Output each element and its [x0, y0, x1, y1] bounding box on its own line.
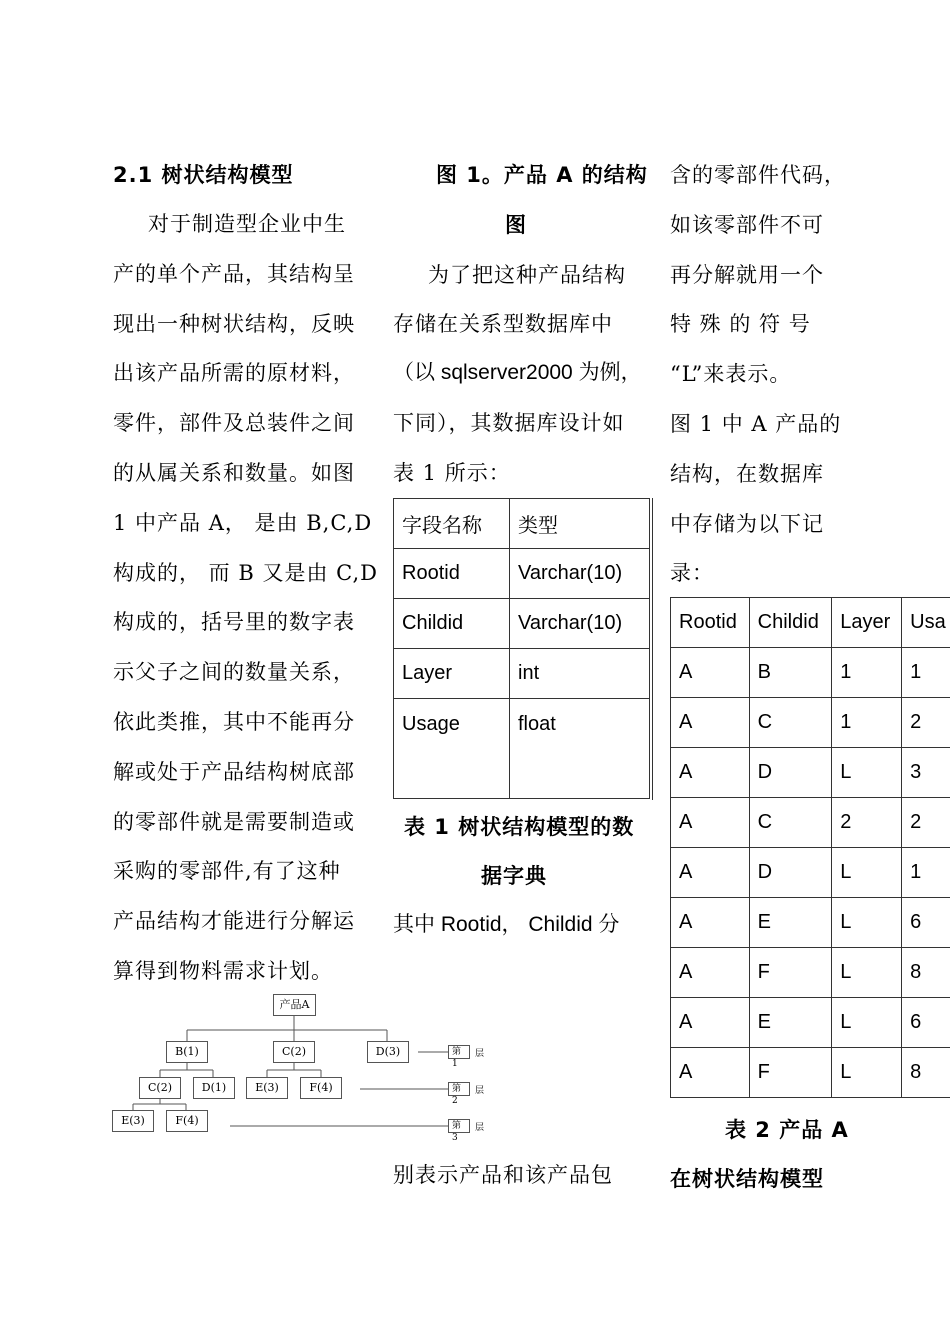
layer-3-suffix: 层: [475, 1123, 485, 1133]
table-cell: F: [749, 1048, 832, 1098]
table-cell: D: [749, 848, 832, 898]
table2-caption: 表 2 产品 A: [725, 1118, 849, 1142]
col1-line: 对于制造型企业中生: [148, 212, 346, 236]
section-heading: 2.1 树状结构模型: [113, 163, 294, 187]
table-cell: A: [671, 798, 750, 848]
table-cell: A: [671, 998, 750, 1048]
table-cell: L: [832, 948, 902, 998]
layer-2-suffix: 层: [475, 1086, 485, 1096]
table-row: [671, 898, 950, 948]
diagram-node-c2: C(2): [273, 1041, 315, 1063]
col1-line: 解或处于产品结构树底部: [113, 759, 355, 784]
table-cell: Layer: [394, 649, 510, 699]
table2-caption-cont: 在树状结构模型: [670, 1167, 824, 1191]
table-cell: Varchar(10): [510, 549, 650, 599]
diagram-node-f4-sub: F(4): [300, 1077, 342, 1099]
layer-1-suffix: 层: [475, 1049, 485, 1059]
table-cell: 6: [902, 998, 950, 1048]
col3-line: 结构，在数据库: [670, 461, 824, 486]
table-cell: 类型: [510, 499, 650, 549]
col3-line: 再分解就用一个: [670, 262, 824, 287]
col3-line: 图 1 中 A 产品的: [670, 412, 842, 436]
col1-line: 产的单个产品，其结构呈: [113, 261, 355, 286]
layer-1-box: 第 1: [448, 1045, 470, 1059]
table-row: [671, 998, 950, 1048]
table-cell: 1: [832, 648, 902, 698]
table-row: [394, 649, 650, 699]
table-cell: float: [510, 699, 650, 799]
table-cell: Usa: [902, 598, 950, 648]
col1-line: 出该产品所需的原材料，: [113, 361, 355, 386]
table-cell: Rootid: [394, 549, 510, 599]
table-cell: A: [671, 648, 750, 698]
col1-line: 构成的， 而 B 又是由 C,D: [113, 560, 378, 585]
diagram-node-e3-sub: E(3): [246, 1077, 288, 1099]
col1-line: 的从属关系和数量。如图: [113, 461, 355, 485]
table-cell: 8: [902, 1048, 950, 1098]
col3-line: 如该零部件不可: [670, 212, 824, 237]
table-cell: Layer: [832, 598, 902, 648]
diagram-node-d3: D(3): [367, 1041, 409, 1063]
table-cell: int: [510, 649, 650, 699]
table-cell: C: [749, 798, 832, 848]
table-cell: L: [832, 748, 902, 798]
col3-line: “L”来表示。: [670, 362, 792, 387]
table-cell: A: [671, 848, 750, 898]
table-cell: Childid: [749, 598, 832, 648]
col2-after-line2: 别表示产品和该产品包: [393, 1163, 613, 1187]
table-cell: A: [671, 748, 750, 798]
col1-line: 构成的，括号里的数字表: [113, 610, 355, 635]
table-cell: 6: [902, 898, 950, 948]
table1-caption: 表 1 树状结构模型的数: [404, 815, 635, 839]
table-cell: 2: [902, 698, 950, 748]
col2-para-line4: 下同），其数据库设计如: [393, 411, 625, 435]
col1-line: 依此类推，其中不能再分: [113, 710, 355, 734]
table-cell: 1: [832, 698, 902, 748]
table-cell: A: [671, 898, 750, 948]
table1-edge-rule: [652, 498, 653, 800]
col1-line: 采购的零部件,有了这种: [113, 859, 341, 884]
diagram-node-f4-leaf: F(4): [166, 1110, 208, 1132]
table-cell: C: [749, 698, 832, 748]
table-cell: Usage: [394, 699, 510, 799]
table-row: [671, 798, 950, 848]
table-cell: B: [749, 648, 832, 698]
layer-2-box: 第 2: [448, 1082, 470, 1096]
layer-3-box: 第 3: [448, 1119, 470, 1133]
col3-line: 特 殊 的 符 号: [670, 312, 811, 337]
col1-line: 的零部件就是需要制造或: [113, 809, 355, 834]
col1-line: 现出一种树状结构，反映: [113, 311, 355, 336]
diagram-node-e3-leaf: E(3): [112, 1110, 154, 1132]
table-cell: Varchar(10): [510, 599, 650, 649]
figure-caption: 图 1。产品 A 的结构: [436, 163, 648, 187]
col2-para-line2: 存储在关系型数据库中: [393, 312, 613, 336]
table-row: [671, 848, 950, 898]
col1-line: 产品结构才能进行分解运: [113, 909, 355, 934]
table-row: [394, 599, 650, 649]
table-row: [671, 948, 950, 998]
col2-para-line5: 表 1 所示：: [393, 461, 511, 485]
col2-after-line1: 其中 Rootid， Childid 分: [393, 913, 620, 936]
col1-line: 1 中产品 A， 是由 B,C,D: [113, 510, 373, 535]
table-header-row: [671, 598, 950, 648]
col1-line: 零件，部件及总装件之间: [113, 411, 355, 436]
diagram-node-d1-sub: D(1): [193, 1077, 235, 1099]
table-cell: 2: [902, 798, 950, 848]
table-cell: D: [749, 748, 832, 798]
table-cell: L: [832, 898, 902, 948]
col2-para-line3: （以 sqlserver2000 为例，: [393, 361, 642, 384]
table-cell: E: [749, 998, 832, 1048]
product-a-records-table: [670, 597, 950, 1098]
figure-caption-cont: 图: [505, 213, 527, 237]
table-row: [671, 648, 950, 698]
table-row: [671, 1048, 950, 1098]
col1-line: 算得到物料需求计划。: [113, 959, 333, 983]
table-cell: A: [671, 948, 750, 998]
field-dictionary-table: [393, 498, 650, 799]
table-cell: L: [832, 998, 902, 1048]
table-cell: 1: [902, 848, 950, 898]
table-cell: E: [749, 898, 832, 948]
table-cell: A: [671, 698, 750, 748]
table-cell: 1: [902, 648, 950, 698]
col2-para-line1: 为了把这种产品结构: [428, 263, 626, 287]
table-row: [394, 549, 650, 599]
table-header-row: [394, 499, 650, 549]
table-cell: F: [749, 948, 832, 998]
table-cell: 3: [902, 748, 950, 798]
table-cell: Rootid: [671, 598, 750, 648]
table-row: [671, 698, 950, 748]
col3-line: 含的零部件代码，: [670, 163, 846, 187]
table-cell: 字段名称: [394, 499, 510, 549]
table-cell: 2: [832, 798, 902, 848]
table-cell: A: [671, 1048, 750, 1098]
table-row: [394, 699, 650, 799]
table-cell: 8: [902, 948, 950, 998]
table-cell: L: [832, 848, 902, 898]
col1-line: 示父子之间的数量关系，: [113, 660, 355, 685]
diagram-node-root: 产品A: [273, 994, 316, 1016]
diagram-node-c2-sub: C(2): [139, 1077, 181, 1099]
table-cell: L: [832, 1048, 902, 1098]
diagram-node-b1: B(1): [166, 1041, 208, 1063]
table-cell: Childid: [394, 599, 510, 649]
table-row: [671, 748, 950, 798]
col3-line: 中存储为以下记: [670, 511, 824, 536]
col3-line: 录：: [670, 561, 714, 586]
table1-caption-cont: 据字典: [481, 864, 547, 888]
